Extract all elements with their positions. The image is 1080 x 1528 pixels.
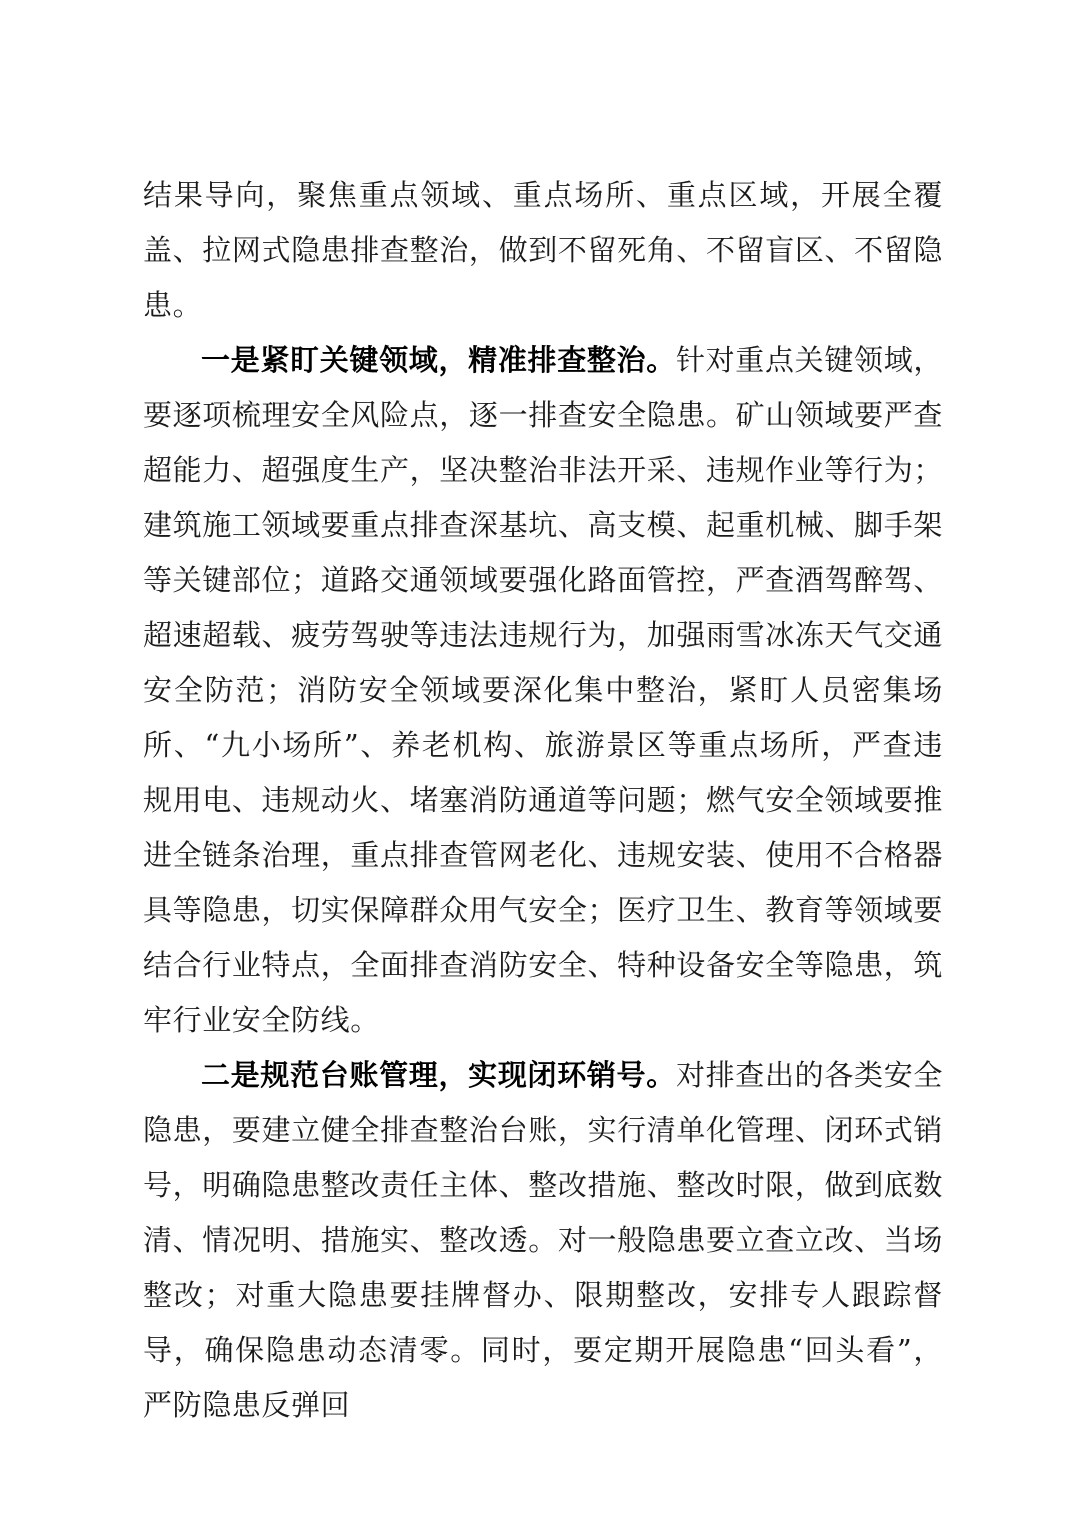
paragraph-continuation — [143, 168, 943, 333]
paragraph-text: 针对重点关键领域，要逐项梳理安全风险点，逐一排查安全隐患。矿山领域要严查超能力、超强度生产，坚决整治非法开采、违规作业等行为；建筑施工领域要重点排查深基坑、高支模、起重机械、脚手架等关键部位；道路交通领域要强化路面管控，严查酒驾醉驾、超速超载、疲劳驾驶等违法违规行为，加强雨雪冰冻天气交通安全防范；消防安全领域要深化集中整治，紧盯人员密集场所、“九小场所”、养老机构、旅游景区等重点场所，严查违规用电、违规动火、堵塞消防通道等问题；燃气安全领域要推进全链条治理，重点排查管网老化、违规安装、使用不合格器具等隐患，切实保障群众用气安全；医疗卫生、教育等领域要结合行业特点，全面排查消防安全、特种设备安全等隐患，筑牢行业安全防线。 — [143, 343, 943, 1037]
paragraph-ledger-management — [143, 1048, 943, 1433]
paragraph-lead-heading: 二是规范台账管理，实现闭环销号。 — [201, 1058, 676, 1092]
paragraph-text: 结果导向，聚焦重点领域、重点场所、重点区域，开展全覆盖、拉网式隐患排查整治，做到不留死角、不留盲区、不留隐患。 — [143, 178, 943, 322]
paragraph-lead-heading: 一是紧盯关键领域，精准排查整治。 — [201, 343, 676, 377]
document-body — [143, 168, 943, 1433]
paragraph-text: 对排查出的各类安全隐患，要建立健全排查整治台账，实行清单化管理、闭环式销号，明确隐患整改责任主体、整改措施、整改时限，做到底数清、情况明、措施实、整改透。对一般隐患要立查立改、当场整改；对重大隐患要挂牌督办、限期整改，安排专人跟踪督导，确保隐患动态清零。同时，要定期开展隐患“回头看”，严防隐患反弹回 — [143, 1058, 943, 1422]
paragraph-key-areas — [143, 333, 943, 1048]
